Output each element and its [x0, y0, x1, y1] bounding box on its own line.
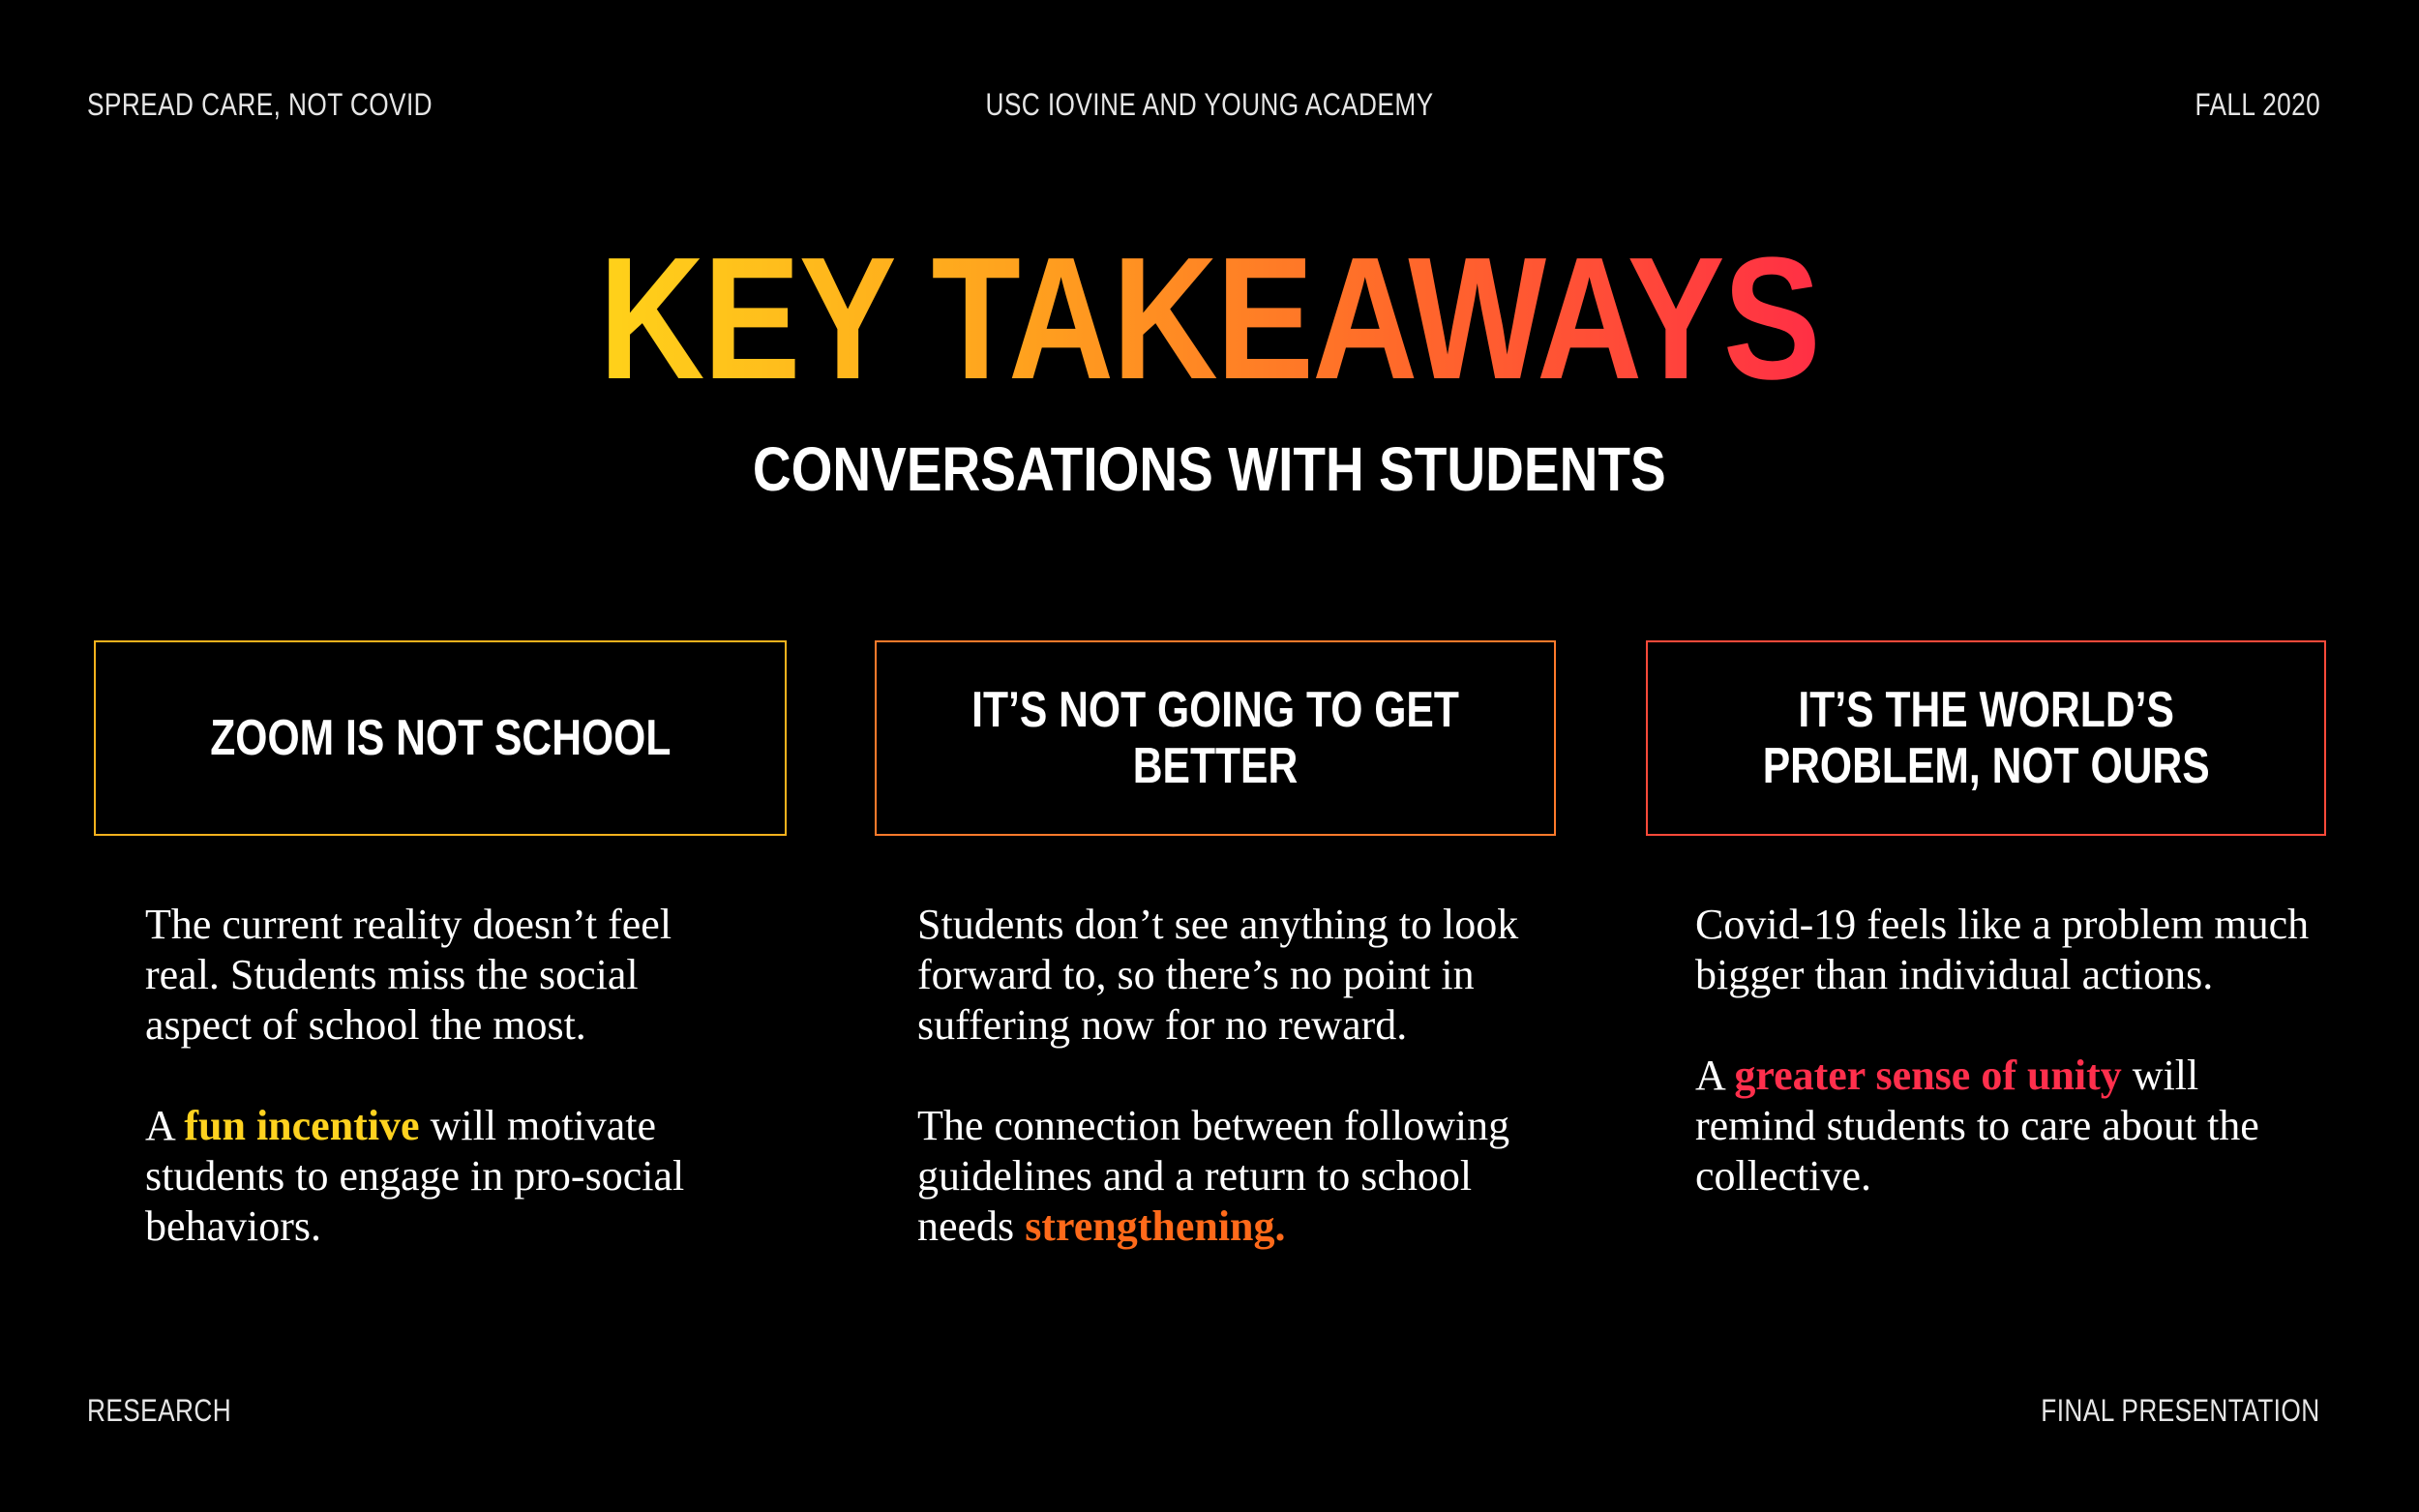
page-subtitle: [0, 430, 2419, 508]
takeaway-2-highlight: strengthening.: [1025, 1202, 1286, 1250]
takeaway-1-highlight: fun incentive: [184, 1102, 420, 1149]
page-subtitle-text: CONVERSATIONS WITH STUDENTS: [753, 434, 1666, 504]
footer-left-label: RESEARCH: [87, 1393, 232, 1428]
takeaway-body-2: [917, 900, 1537, 1302]
takeaway-heading-3: IT’S THE WORLD’S PROBLEM, NOT OURS: [1762, 682, 2210, 794]
takeaway-1-insight-post: will motivate students to engage in pro-social behaviors.: [145, 1102, 685, 1250]
takeaway-1-insight: [145, 1101, 745, 1252]
takeaway-3-highlight: greater sense of unity: [1734, 1052, 2122, 1099]
page-title: [0, 222, 2419, 416]
takeaway-3-observation: Covid-19 feels like a problem much bigger than individual actions.: [1695, 901, 2310, 998]
takeaway-2-insight-pre: The connection between following guidelines and a return to school needs: [917, 1102, 1510, 1250]
takeaway-3-insight: [1695, 1051, 2314, 1201]
takeaway-1-observation: The current reality doesn’t feel real. Students miss the social aspect of school the most.: [145, 901, 672, 1049]
takeaway-heading-box-1: [94, 640, 787, 836]
takeaway-body-3: [1695, 900, 2314, 1252]
takeaway-2-insight: [917, 1101, 1537, 1252]
takeaway-3-insight-pre: A: [1695, 1052, 1735, 1099]
takeaway-3-insight-post: will remind students to care about the collective.: [1695, 1052, 2259, 1200]
takeaway-2-observation: Students don’t see anything to look forward to, so there’s no point in suffering now for no reward.: [917, 901, 1519, 1049]
takeaway-heading-2: IT’S NOT GOING TO GET BETTER: [971, 682, 1459, 794]
takeaway-1-insight-pre: A: [145, 1102, 185, 1149]
page-title-text: KEY TAKEAWAYS: [599, 222, 1820, 416]
header-center-label: USC IOVINE AND YOUNG ACADEMY: [985, 87, 1434, 122]
footer-right-label: FINAL PRESENTATION: [2041, 1393, 2320, 1428]
takeaway-heading-box-2: [875, 640, 1556, 836]
takeaway-heading-1: ZOOM IS NOT SCHOOL: [209, 710, 672, 766]
header-right-label: FALL 2020: [2195, 87, 2320, 122]
takeaway-heading-box-3: [1646, 640, 2326, 836]
header-left-label: SPREAD CARE, NOT COVID: [87, 87, 433, 122]
takeaway-body-1: [145, 900, 745, 1302]
